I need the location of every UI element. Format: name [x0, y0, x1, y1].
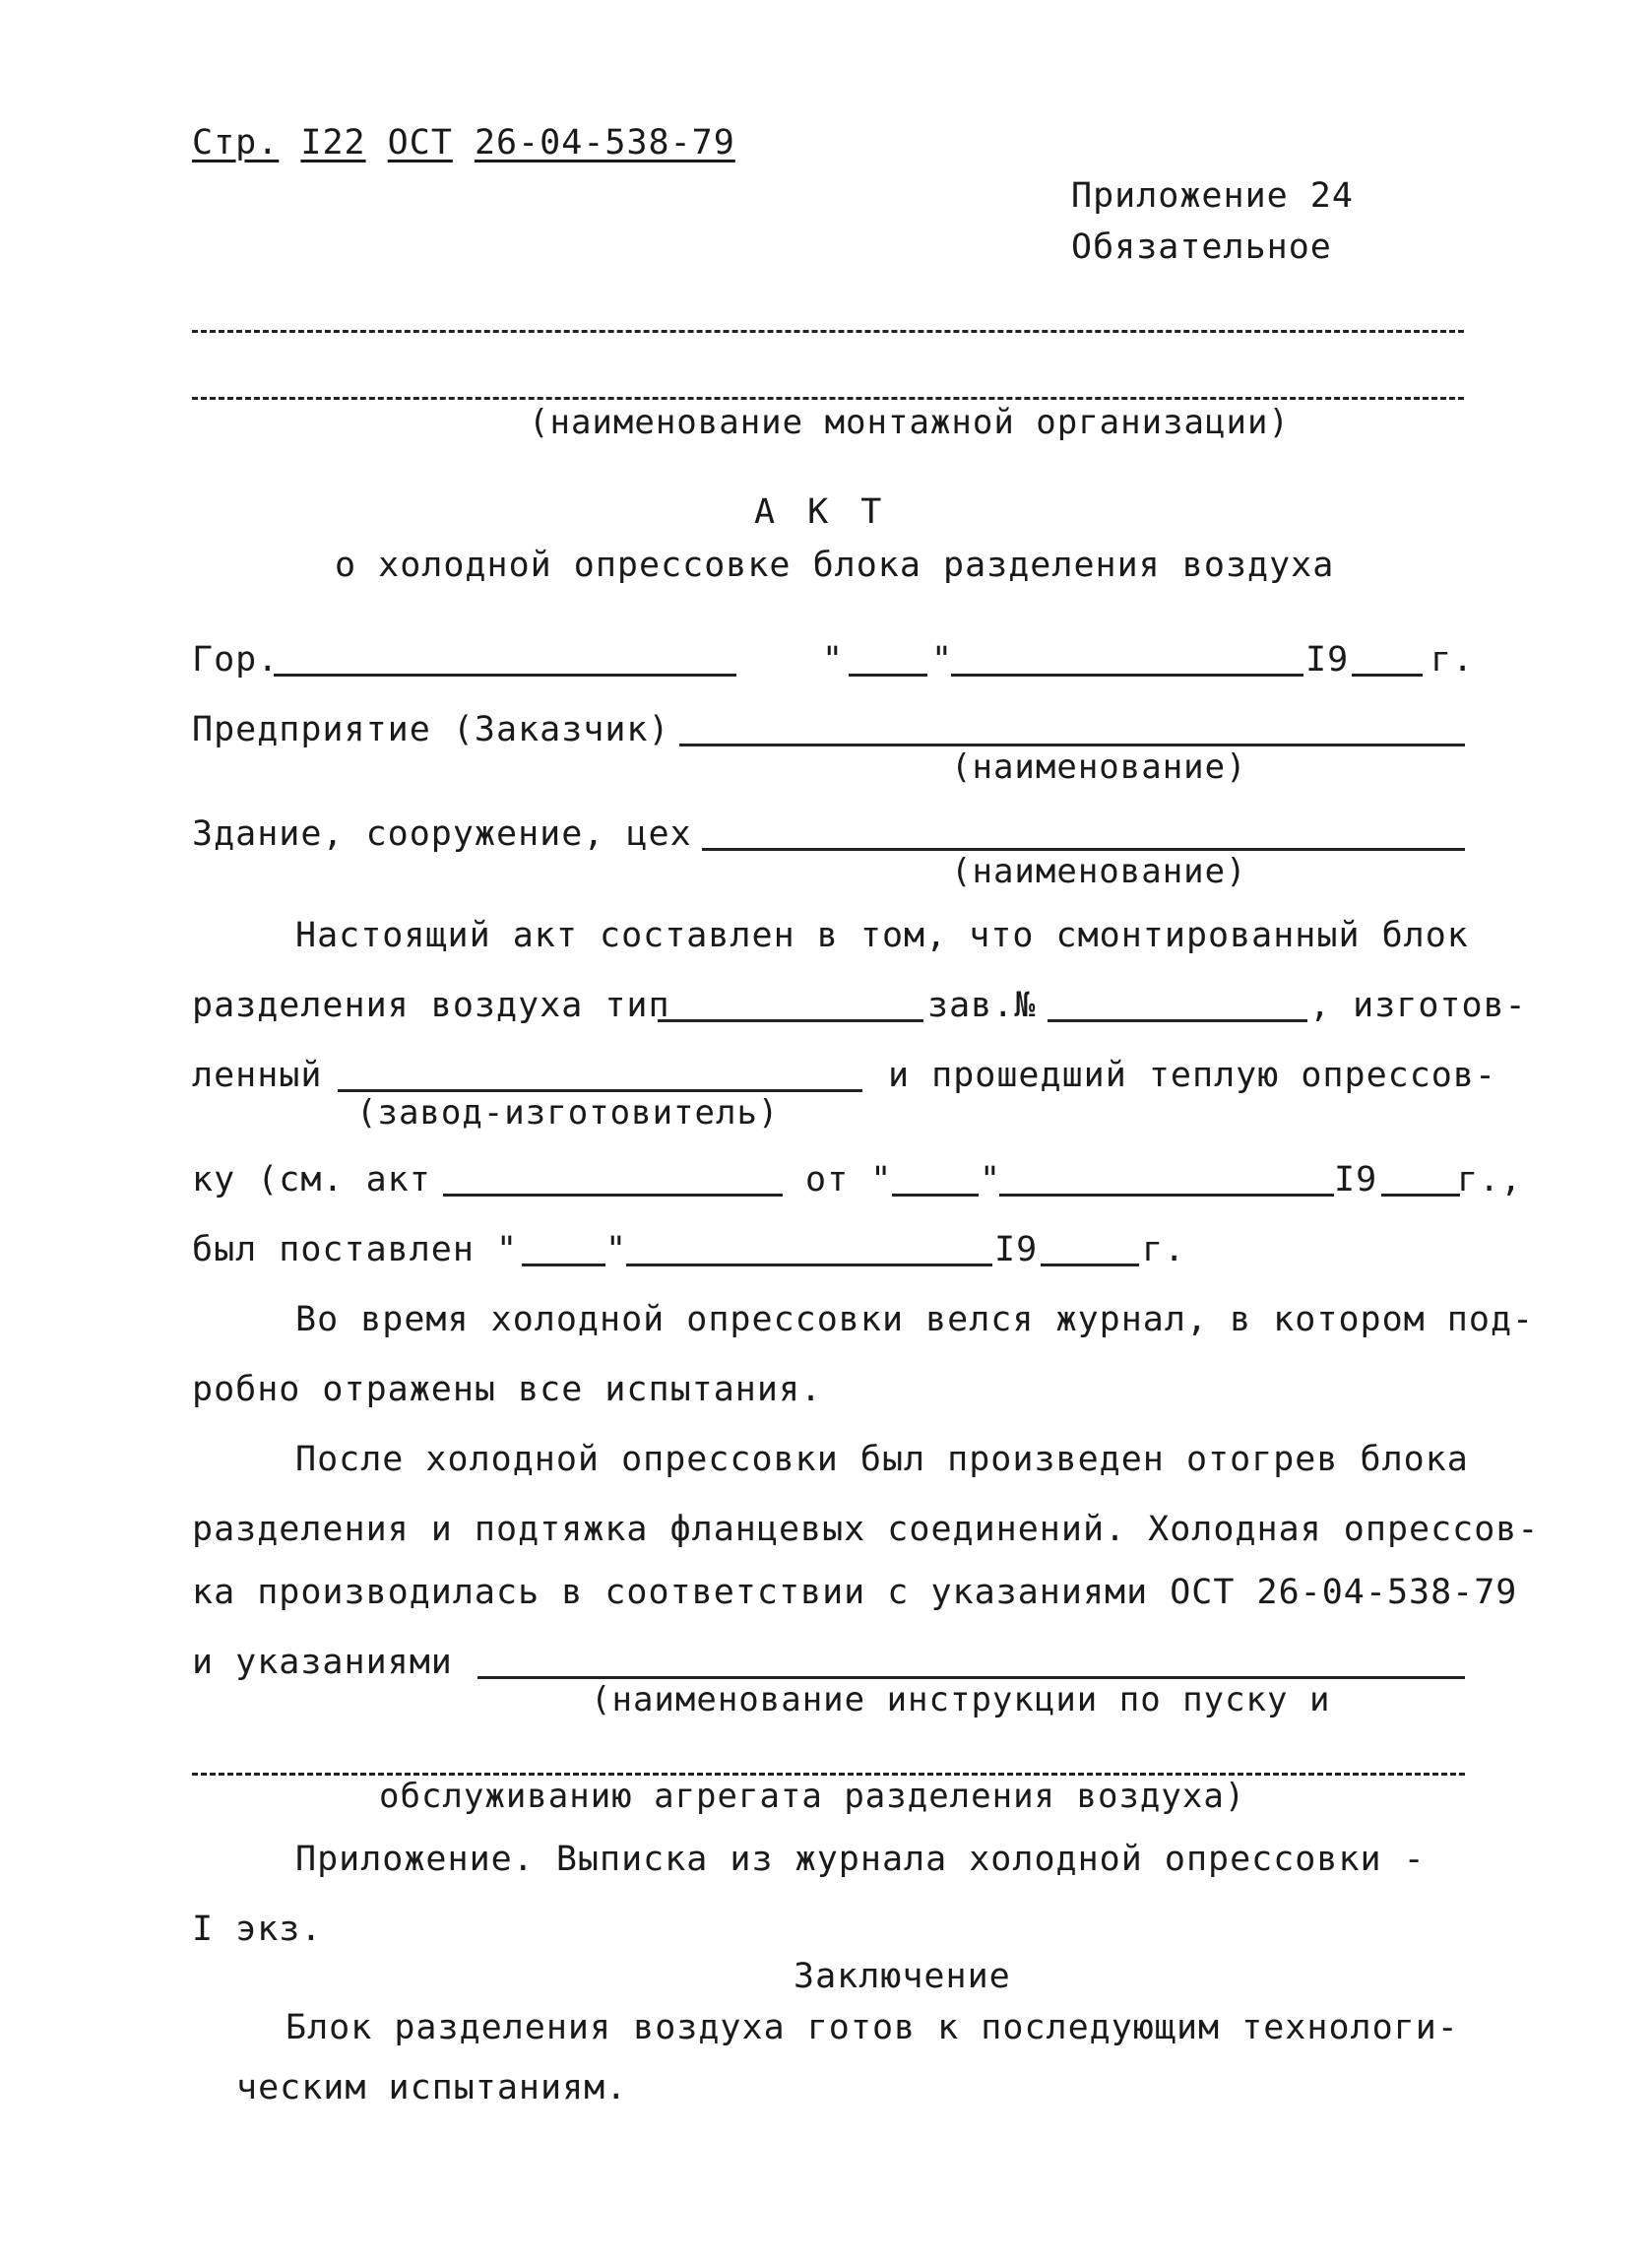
delivered-day-field[interactable]	[522, 1264, 605, 1266]
delivered-year-field[interactable]	[1041, 1264, 1139, 1266]
p3-line-2: разделения и подтяжка фланцевых соединений. Холодная опрессов-	[192, 1510, 1540, 1549]
date-quote-open: "	[822, 640, 845, 680]
block-type-field[interactable]	[658, 1019, 923, 1022]
building-caption: (наименование)	[951, 852, 1247, 891]
instruction-field-2[interactable]	[192, 1773, 1465, 1776]
document-subtitle: о холодной опрессовке блока разделения воздуха	[335, 546, 1335, 585]
appendix-label: Приложение 24	[1071, 176, 1354, 216]
p1-line-3-b: и прошедший теплую опрессов-	[888, 1056, 1497, 1095]
instruction-field-1[interactable]	[477, 1676, 1465, 1679]
date-month-field[interactable]	[951, 674, 1303, 677]
mandatory-label: Обязательное	[1071, 227, 1332, 267]
page-ref-page: Стр.	[192, 123, 280, 162]
p1-line-2-c: , изготов-	[1309, 986, 1527, 1025]
org-name-line-1	[192, 330, 1464, 333]
p1-line-2-a: разделения воздуха тип	[192, 986, 670, 1025]
p2-line-1: Во время холодной опрессовки велся журнал, в котором под-	[295, 1300, 1535, 1339]
building-label: Здание, сооружение, цех	[192, 814, 692, 854]
act-month-field[interactable]	[999, 1194, 1334, 1197]
manufacturer-caption: (завод-изготовитель)	[356, 1093, 780, 1133]
p1-line-3-a: ленный	[192, 1056, 323, 1095]
date-year-prefix: I9	[1305, 640, 1350, 680]
instruction-caption-2: обслуживанию агрегата разделения воздуха)	[379, 1777, 1246, 1816]
org-name-line-2	[192, 397, 1464, 400]
enterprise-caption: (наименование)	[951, 747, 1247, 787]
p1-line-1: Настоящий акт составлен в том, что смонтированный блок	[295, 916, 1469, 955]
p1-line-4-b: от "	[805, 1160, 893, 1199]
p3-line-1: После холодной опрессовки был произведен отогрев блока	[295, 1440, 1469, 1479]
appendix-line-2: I экз.	[192, 1910, 323, 1949]
manufacturer-field[interactable]	[338, 1089, 862, 1092]
appendix-line-1: Приложение. Выписка из журнала холодной опрессовки -	[295, 1840, 1426, 1879]
p1-line-2-b: зав.№	[927, 986, 1037, 1025]
date-quote-close: "	[931, 640, 954, 680]
city-field[interactable]	[274, 674, 736, 677]
p1-line-4-c: "	[980, 1160, 1002, 1199]
p3-line-4: и указаниями	[192, 1643, 453, 1682]
serial-number-field[interactable]	[1048, 1019, 1307, 1022]
page-ref-standard: ОСТ	[387, 123, 453, 162]
page-ref-code: 26-04-538-79	[474, 123, 735, 162]
act-year-field[interactable]	[1381, 1194, 1460, 1197]
document-title: А К Т	[754, 492, 888, 532]
instruction-caption-1: (наименование инструкции по пуску и	[591, 1680, 1331, 1719]
p1-line-4-d: I9	[1334, 1160, 1378, 1199]
p1-line-5-c: I9	[994, 1230, 1039, 1269]
conclusion-line-2: ческим испытаниям.	[236, 2068, 628, 2107]
page-reference	[192, 123, 735, 162]
date-day-field[interactable]	[849, 674, 927, 677]
p1-line-5-d: г.	[1142, 1230, 1186, 1269]
p1-line-5-b: "	[605, 1230, 628, 1269]
date-year-suffix: г.	[1430, 640, 1475, 680]
act-day-field[interactable]	[892, 1194, 979, 1197]
building-field[interactable]	[702, 848, 1465, 851]
p1-line-5-a: был поставлен "	[192, 1230, 519, 1269]
enterprise-label: Предприятие (Заказчик)	[192, 710, 670, 749]
org-name-caption: (наименование монтажной организации)	[529, 403, 1290, 442]
enterprise-field[interactable]	[679, 744, 1465, 746]
p1-line-4-e: г.,	[1457, 1160, 1523, 1199]
conclusion-title: Заключение	[794, 1957, 1011, 1996]
conclusion-line-1: Блок разделения воздуха готов к последующим технологи-	[286, 2008, 1459, 2047]
p3-line-3: ка производилась в соответствии с указаниями ОСТ 26-04-538-79	[192, 1573, 1518, 1612]
page-ref-number: I22	[300, 123, 366, 162]
warm-test-act-field[interactable]	[443, 1194, 783, 1197]
delivered-month-field[interactable]	[626, 1264, 992, 1266]
date-year-field[interactable]	[1352, 674, 1423, 677]
city-label: Гор.	[192, 640, 280, 680]
p1-line-4-a: ку (см. акт	[192, 1160, 431, 1199]
p2-line-2: робно отражены все испытания.	[192, 1370, 823, 1409]
